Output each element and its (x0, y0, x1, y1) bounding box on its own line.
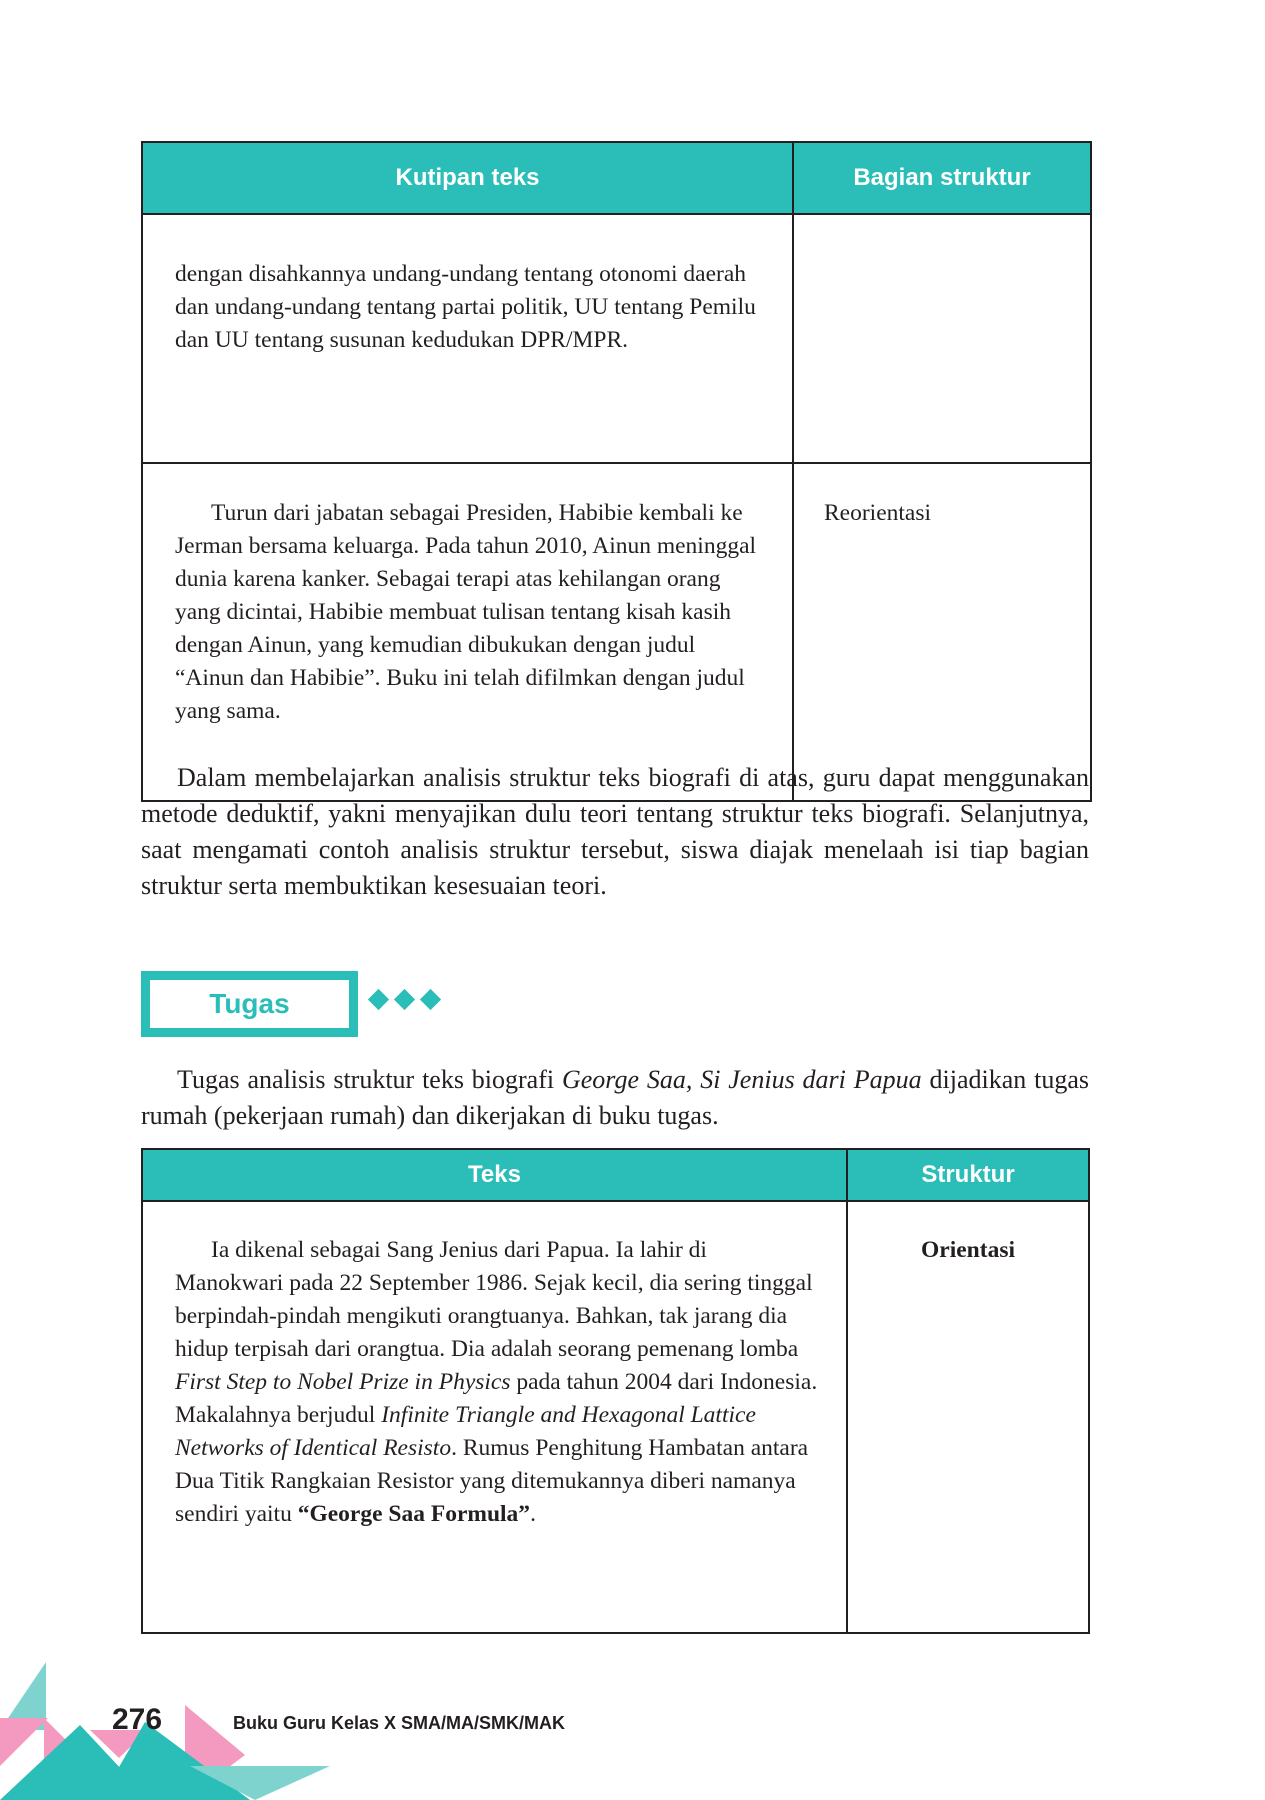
biography-text-cell (142, 1201, 847, 1633)
excerpt-cell (142, 463, 793, 801)
explanation-paragraph: Dalam membelajarkan analisis struktur teks biografi di atas, guru dapat menggunakan metode deduktif, yakni menyajikan dulu teori tentang struktur teks biografi. Selanjutnya, saat mengamati contoh analisis struktur tersebut, siswa diajak menelaah isi tiap bagian struktur serta membuktikan kesesuaian teori. (141, 763, 1089, 900)
structure-label: Orientasi (921, 1237, 1015, 1263)
table-row (142, 463, 1091, 801)
excerpt-text: Turun dari jabatan sebagai Presiden, Habibie kembali ke Jerman bersama keluarga. Pada tahun 2010, Ainun meninggal dunia karena kanker. Sebagai terapi atas kehilangan orang yang dicintai, Habibie membuat tulisan tentang kisah kasih dengan Ainun, yang kemudian dibukukan dengan judul “Ainun dan Habibie”. Buku ini telah difilmkan dengan judul yang sama. (175, 500, 757, 724)
pink-triangle (0, 1718, 48, 1766)
header-teks: Teks (142, 1149, 847, 1201)
biography-title: George Saa, Si Jenius dari Papua (561, 1065, 922, 1094)
biography-text: Ia dikenal sebagai Sang Jenius dari Papua. Ia lahir di Manokwari pada 22 September 1986. Sejak kecil, dia sering tinggal berpindah-pindah mengikuti orangtuanya. Bahkan, tak jarang dia hidup terpisah dari orangtua. Dia adalah seorang pemenang lomba First Step to Nobel Prize in Physics pada tahun 2004 dari Indonesia. Makalahnya berjudul Infinite Triangle and Hexagonal Lattice Networks of Identical Resisto. Rumus Penghitung Hambatan antara Dua Titik Rangkaian Resistor yang ditemukannya diberi namanya sendiri yaitu “George Saa Formula”. (175, 1237, 818, 1527)
structure-cell (793, 214, 1091, 463)
table-row (142, 214, 1091, 463)
tugas-label-box (141, 971, 358, 1037)
task-instruction: Tugas analisis struktur teks biografi George Saa, Si Jenius dari Papua dijadikan tugas rumah (pekerjaan rumah) dan dikerjakan di buku tugas. (141, 1065, 1089, 1130)
header-kutipan-teks: Kutipan teks (142, 142, 793, 214)
diamond-icon (394, 989, 415, 1010)
table-row (142, 1201, 1089, 1633)
diamond-icon (420, 989, 441, 1010)
tugas-label: Tugas (150, 980, 349, 1028)
structure-table-2 (141, 1148, 1090, 1634)
structure-cell (793, 463, 1091, 801)
diamond-icon (368, 989, 389, 1010)
structure-table-1 (141, 141, 1092, 802)
book-title: Buku Guru Kelas X SMA/MA/SMK/MAK (233, 1713, 566, 1733)
excerpt-cell (142, 214, 793, 463)
excerpt-text: dengan disahkannya undang-undang tentang otonomi daerah dan undang-undang tentang partai politik, UU tentang Pemilu dan UU tentang susunan kedudukan DPR/MPR. (175, 261, 756, 353)
header-bagian-struktur: Bagian struktur (793, 142, 1091, 214)
structure-label: Reorientasi (824, 500, 932, 526)
header-struktur: Struktur (847, 1149, 1089, 1201)
page-number: 276 (112, 1703, 163, 1736)
structure-cell (847, 1201, 1089, 1633)
